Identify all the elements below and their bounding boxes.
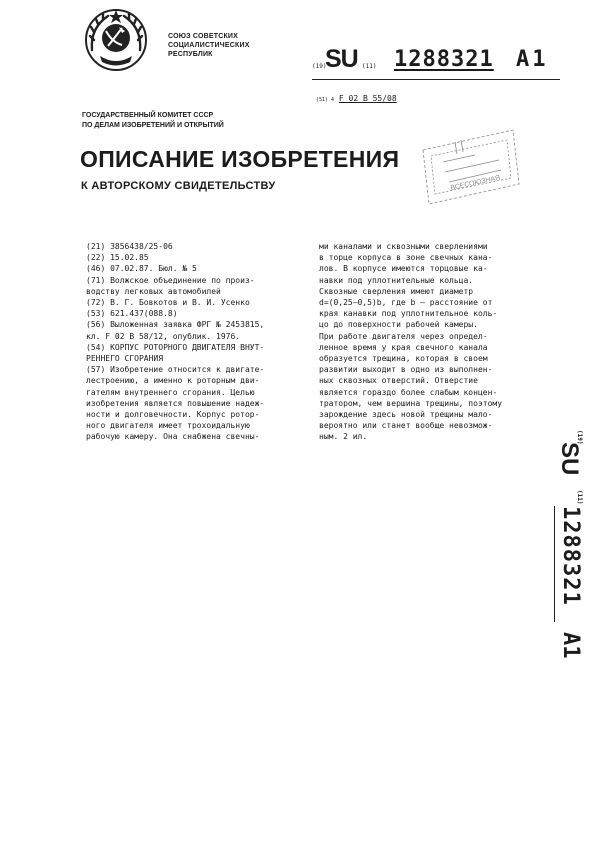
stamp-text: ВСЕСОЮЗНАЯ [449,174,501,192]
document-subtitle: К АВТОРСКОМУ СВИДЕТЕЛЬСТВУ [81,180,276,192]
text-line: лов. В корпусе имеются торцовые ка- [319,264,488,274]
ipc-label: (51) 4 [316,97,335,103]
text-line: ности и долговечности. Корпус ротор- [86,410,260,420]
text-line: водству легковых автомобилей [86,286,221,296]
library-stamp [415,128,525,208]
text-line: в торце корпуса в зоне свечных кана- [319,253,493,263]
text-line: (71) Волжское объединение по произ- [86,275,255,285]
side-country-code: SU [556,442,583,476]
document-title: ОПИСАНИЕ ИЗОБРЕТЕНИЯ [80,146,400,172]
label-11: (11) [362,63,377,70]
text-line: (53) 621.437(088.8) [86,309,178,319]
text-line: (21) 3856438/25-06 [86,242,173,251]
state-committee: ГОСУДАРСТВЕННЫЙ КОМИТЕТ СССР ПО ДЕЛАМ ИЗОБРЕТЕНИЙ И ОТКРЫТИЙ [82,112,224,129]
text-line: рабочую камеру. Она снабжена свечны- [86,432,260,442]
side-document-kind: A1 [558,632,583,659]
text-line: (56) Выложенная заявка ФРГ № 2453815, [86,320,265,330]
text-line: Сквозные сверления имеют диаметр [319,286,474,296]
ussr-emblem-icon [82,6,150,74]
union-name: СОЮЗ СОВЕТСКИХ СОЦИАЛИСТИЧЕСКИХ РЕСПУБЛИК [168,33,250,58]
text-line: ных сквозных отверстий. Отверстие [319,376,478,386]
side-patent-number [553,430,585,670]
side-label-11: (11) [576,490,583,505]
text-line: РЕННЕГО СГОРАНИЯ [86,354,164,364]
abstract-column [319,241,502,443]
text-line: края канавки под уплотнительное коль- [319,309,498,319]
document-kind: A1 [516,47,549,72]
text-line: d=(0,25–0,5)b, где b – расстояние от [319,298,493,308]
text-line: (22) 15.02.85 [86,253,149,263]
text-line: развитии выходит в одно из выполнен- [319,365,493,375]
text-line: изобретения является повышение надеж- [86,398,265,408]
text-line: образуется трещина, которая в своем [319,354,488,364]
stamp-icon [415,128,525,208]
text-line: (57) Изобретение относится к двигате- [86,365,265,375]
country-code: SU [325,45,358,73]
ipc-classification [316,94,397,103]
text-line: ным. 2 ил. [319,432,368,442]
side-rule [554,506,555,622]
side-label-19: (19) [576,430,583,445]
text-line: (46) 07.02.87. Бюл. № 5 [86,264,197,274]
text-line: тратором, чем вершина трещины, поэтому [319,398,503,408]
label-19: (19) [312,63,327,70]
ipc-code: F 02 B 55/08 [338,94,397,103]
text-line: При работе двигателя через определ- [319,331,488,341]
text-line: цо до поверхности рабочей камеры. [319,320,478,330]
ussr-emblem [82,6,150,74]
text-line: кл. F 02 B 58/12, опублик. 1976. [86,331,241,341]
text-line: вероятно или станет вообще невозмож- [319,421,493,431]
text-line: (54) КОРПУС РОТОРНОГО ДВИГАТЕЛЯ ВНУТ- [86,342,265,352]
header-rule [312,79,560,80]
text-line: лестроению, а именно к роторным дви- [86,376,260,386]
text-line: ного двигателя имеет трохоидальную [86,421,250,431]
patent-number: 1288321 [394,47,494,72]
bibliographic-column [86,241,264,443]
text-line: является гораздо более слабым концен- [319,387,498,397]
text-line: ленное время у края свечного канала [319,342,488,352]
text-line: (72) В. Г. Бовкотов и В. И. Усенко [86,298,250,308]
patent-number-block [312,45,572,75]
side-patent-number-text: 1288321 [558,506,583,606]
text-line: зарождение здесь новой трещины мало- [319,410,493,420]
text-line: навки под уплотнительные кольца. [319,275,474,285]
text-line: ми каналами и сквозными сверлениями [319,242,488,251]
text-line: гателям внутреннего сгорания. Целью [86,387,255,397]
